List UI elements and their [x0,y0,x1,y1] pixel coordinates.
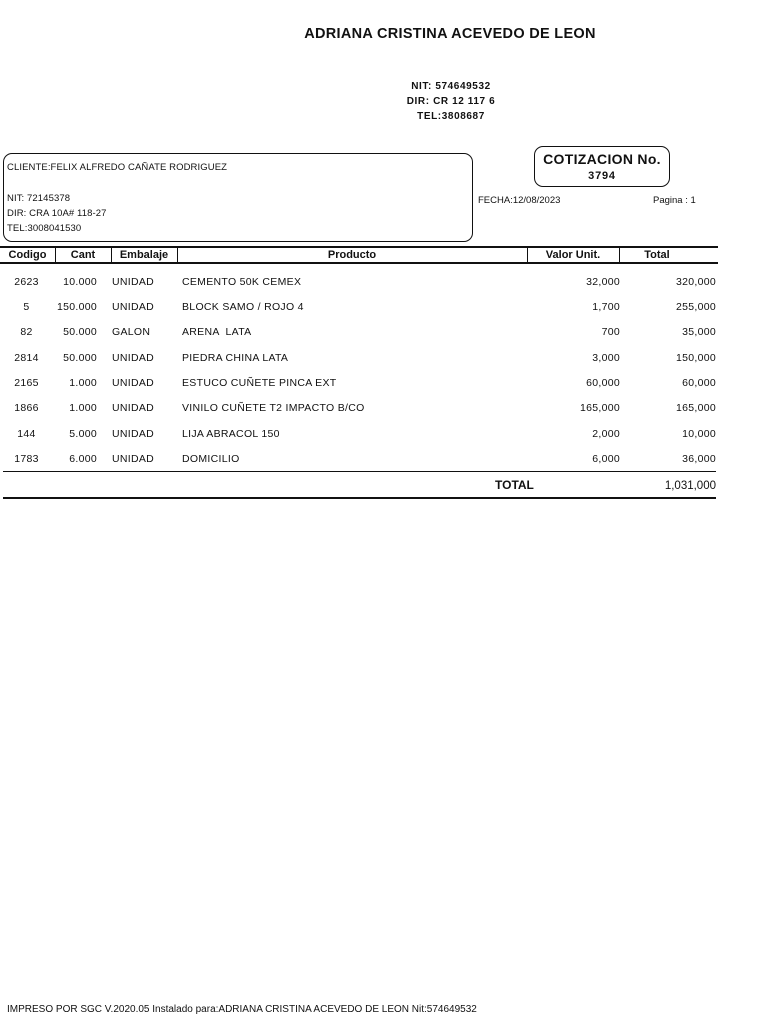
client-name: CLIENTE:FELIX ALFREDO CAÑATE RODRIGUEZ [7,162,228,173]
cell-total: 36,000 [682,453,716,465]
cell-valor-unit: 60,000 [586,377,620,389]
cell-codigo: 1783 [14,453,39,465]
cell-total: 35,000 [682,326,716,338]
total-divider-bottom [3,497,716,499]
cell-cant: 5.000 [69,428,97,440]
header-valor-unit: Valor Unit. [545,249,601,261]
cell-valor-unit: 700 [601,326,620,338]
cell-embalaje: UNIDAD [112,301,155,313]
company-address: DIR: CR 12 117 6 [406,96,496,107]
header-total: Total [644,249,670,261]
cell-total: 320,000 [675,276,716,288]
company-nit: NIT: 574649532 [411,81,491,92]
cell-valor-unit: 2,000 [592,428,620,440]
cell-total: 10,000 [682,428,716,440]
table-row [0,402,718,418]
header-codigo: Codigo [8,249,47,261]
client-phone: TEL:3008041530 [7,223,82,234]
table-row [0,352,718,368]
header-cant: Cant [70,249,96,261]
cell-embalaje: GALON [112,326,151,338]
cell-total: 255,000 [675,301,716,313]
quote-number: 3794 [588,170,616,182]
cell-producto: BLOCK SAMO / ROJO 4 [182,301,304,313]
header-producto: Producto [327,249,377,261]
quote-number-box [534,146,670,187]
cell-cant: 1.000 [69,402,97,414]
cell-codigo: 2623 [14,276,39,288]
cell-valor-unit: 3,000 [592,352,620,364]
company-name: ADRIANA CRISTINA ACEVEDO DE LEON [304,26,596,42]
cell-producto: ARENA LATA [182,326,252,338]
cell-producto: VINILO CUÑETE T2 IMPACTO B/CO [182,402,365,414]
print-footer: IMPRESO POR SGC V.2020.05 Instalado para:ADRIANA CRISTINA ACEVEDO DE LEON Nit:574649532 [7,1004,477,1015]
client-address: DIR: CRA 10A# 118-27 [7,208,107,219]
company-phone: TEL:3808687 [417,111,485,122]
cell-total: 60,000 [682,377,716,389]
table-row [0,453,718,469]
cell-embalaje: UNIDAD [112,453,155,465]
total-label: TOTAL [495,478,534,492]
cell-total: 150,000 [675,352,716,364]
table-row [0,276,718,292]
cell-valor-unit: 165,000 [579,402,620,414]
cell-codigo: 82 [20,326,33,338]
page-number: Pagina : 1 [653,195,696,206]
cell-producto: DOMICILIO [182,453,240,465]
cell-producto: PIEDRA CHINA LATA [182,352,289,364]
cell-codigo: 1866 [14,402,39,414]
cell-total: 165,000 [675,402,716,414]
cell-valor-unit: 1,700 [592,301,620,313]
table-header [0,246,718,264]
quote-date: FECHA:12/08/2023 [478,195,561,206]
total-divider-top [3,471,716,472]
cell-cant: 150.000 [56,301,97,313]
cell-cant: 1.000 [69,377,97,389]
cell-embalaje: UNIDAD [112,377,155,389]
cell-codigo: 5 [23,301,30,313]
client-nit: NIT: 72145378 [7,193,71,204]
cell-cant: 6.000 [69,453,97,465]
cell-embalaje: UNIDAD [112,428,155,440]
cell-cant: 50.000 [63,326,97,338]
cell-cant: 10.000 [63,276,97,288]
cell-codigo: 2165 [14,377,39,389]
cell-embalaje: UNIDAD [112,276,155,288]
cell-producto: LIJA ABRACOL 150 [182,428,280,440]
quote-title: COTIZACION No. [543,151,661,167]
cell-valor-unit: 6,000 [592,453,620,465]
header-embalaje: Embalaje [119,249,169,261]
table-row [0,428,718,444]
table-row [0,326,718,342]
cell-valor-unit: 32,000 [586,276,620,288]
cell-cant: 50.000 [63,352,97,364]
cell-codigo: 144 [17,428,36,440]
table-row [0,377,718,393]
cell-producto: CEMENTO 50K CEMEX [182,276,302,288]
cell-embalaje: UNIDAD [112,402,155,414]
table-row [0,301,718,317]
cell-producto: ESTUCO CUÑETE PINCA EXT [182,377,337,389]
total-value: 1,031,000 [664,480,716,492]
cell-codigo: 2814 [14,352,39,364]
cell-embalaje: UNIDAD [112,352,155,364]
